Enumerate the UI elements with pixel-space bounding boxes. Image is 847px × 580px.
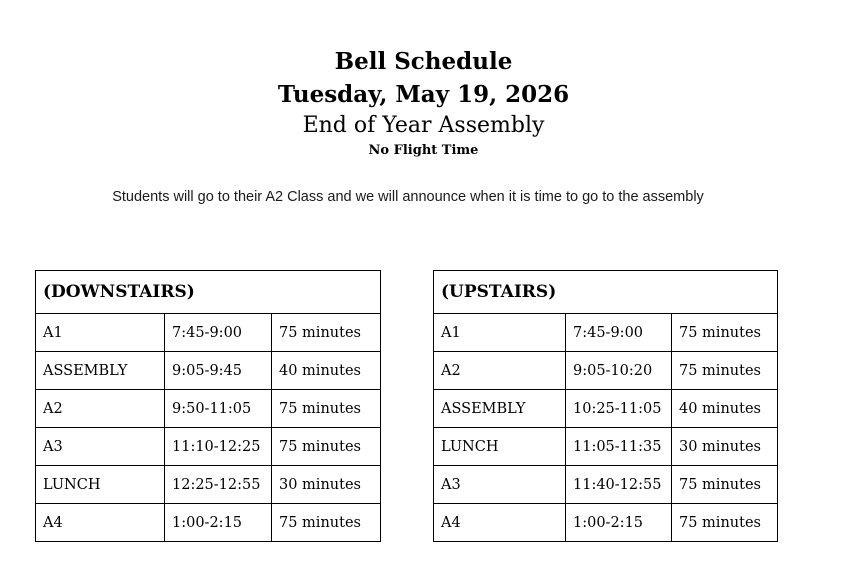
duration-cell: 30 minutes (272, 466, 381, 504)
duration-cell: 75 minutes (672, 352, 778, 390)
duration-cell: 75 minutes (672, 504, 778, 542)
duration-cell: 40 minutes (672, 390, 778, 428)
period-cell: A3 (434, 466, 566, 504)
downstairs-heading: (DOWNSTAIRS) (36, 271, 381, 314)
time-cell: 1:00-2:15 (566, 504, 672, 542)
time-cell: 7:45-9:00 (566, 314, 672, 352)
page-title: Bell Schedule (334, 48, 513, 75)
duration-cell: 40 minutes (272, 352, 381, 390)
duration-cell: 75 minutes (272, 314, 381, 352)
table-row (434, 466, 778, 504)
table-row (434, 352, 778, 390)
time-cell: 11:05-11:35 (566, 428, 672, 466)
table-header-row (434, 271, 778, 314)
period-cell: LUNCH (434, 428, 566, 466)
table-row (434, 428, 778, 466)
duration-cell: 75 minutes (672, 466, 778, 504)
table-row (36, 504, 381, 542)
time-cell: 7:45-9:00 (165, 314, 272, 352)
table-row (434, 504, 778, 542)
period-cell: A3 (36, 428, 165, 466)
time-cell: 9:50-11:05 (165, 390, 272, 428)
duration-cell: 75 minutes (272, 504, 381, 542)
period-cell: A1 (36, 314, 165, 352)
duration-cell: 75 minutes (672, 314, 778, 352)
table-header-row (36, 271, 381, 314)
period-cell: ASSEMBLY (434, 390, 566, 428)
table-row (36, 352, 381, 390)
table-row (36, 466, 381, 504)
period-cell: A1 (434, 314, 566, 352)
event-subtitle: End of Year Assembly (302, 113, 545, 138)
time-cell: 9:05-10:20 (566, 352, 672, 390)
duration-cell: 30 minutes (672, 428, 778, 466)
time-cell: 1:00-2:15 (165, 504, 272, 542)
downstairs-table (35, 270, 381, 542)
period-cell: A4 (434, 504, 566, 542)
period-cell: A4 (36, 504, 165, 542)
time-cell: 12:25-12:55 (165, 466, 272, 504)
table-row (36, 428, 381, 466)
table-row (36, 390, 381, 428)
table-row (434, 314, 778, 352)
instructions-text: Students will go to their A2 Class and we will announce when it is time to go to the assembly (112, 189, 704, 205)
period-cell: ASSEMBLY (36, 352, 165, 390)
upstairs-heading: (UPSTAIRS) (434, 271, 778, 314)
time-cell: 11:10-12:25 (165, 428, 272, 466)
time-cell: 9:05-9:45 (165, 352, 272, 390)
table-row (434, 390, 778, 428)
table-row (36, 314, 381, 352)
time-cell: 11:40-12:55 (566, 466, 672, 504)
flight-time-note: No Flight Time (368, 143, 479, 158)
time-cell: 10:25-11:05 (566, 390, 672, 428)
period-cell: LUNCH (36, 466, 165, 504)
duration-cell: 75 minutes (272, 428, 381, 466)
period-cell: A2 (434, 352, 566, 390)
schedule-header (0, 44, 847, 160)
schedule-date: Tuesday, May 19, 2026 (277, 81, 570, 108)
period-cell: A2 (36, 390, 165, 428)
duration-cell: 75 minutes (272, 390, 381, 428)
upstairs-table (433, 270, 778, 542)
